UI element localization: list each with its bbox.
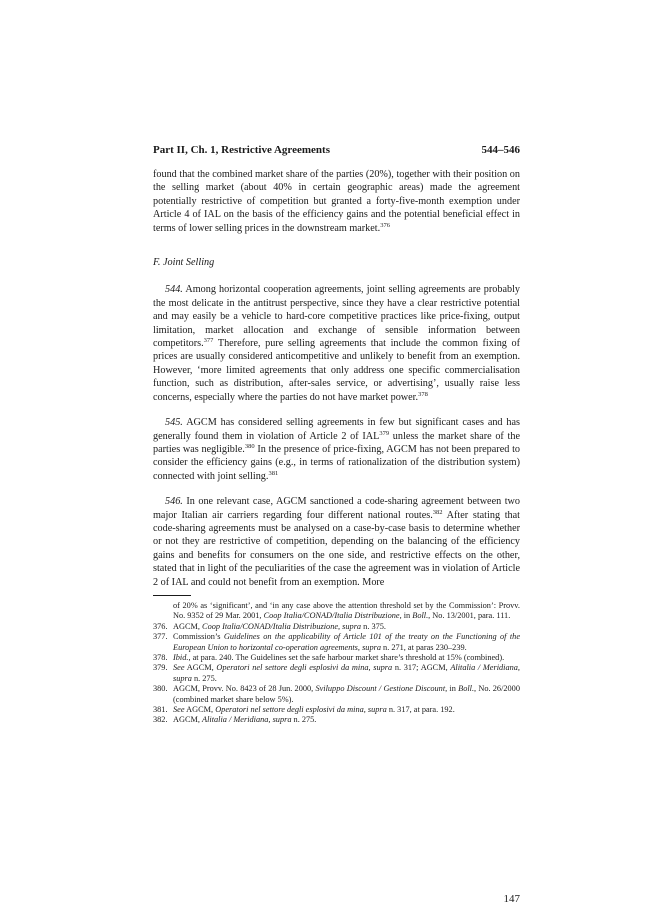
page — [153, 143, 521, 905]
footnote-377: 377. Commission’s Guidelines on the applicability of Article 101 of the treaty on the Functioning of the European Union to horizontal co-operation agreements, supra n. 271, at paras 230–239. — [153, 632, 521, 652]
footnote-379: 379. See AGCM, Operatori nel settore degli esplosivi da mina, supra n. 317; AGCM, Alitalia / Meridiana, supra n. 275. — [153, 663, 521, 683]
footnote-380: 380. AGCM, Provv. No. 8423 of 28 Jun. 2000, Sviluppo Discount / Gestione Discount, in Boll., No. 26/2000 (combined market share below 5%). — [153, 684, 520, 704]
running-header — [153, 143, 520, 157]
footnote-continuation: of 20% as ‘significant’, and ‘in any case above the attention threshold set by the Commission’: Provv. No. 9352 of 29 Mar. 2001, Coop Italia/CONAD/Italia Distribuzione, in Boll., No. 13/2001, para. 111. — [173, 600, 520, 621]
paragraph-number: 545. — [165, 417, 183, 429]
section-heading: F. Joint Selling — [153, 257, 215, 269]
footnote-378: 378. Ibid., at para. 240. The Guidelines set the safe harbour market share’s threshold at 15% (combined). — [153, 653, 505, 662]
footnote-ref-381[interactable]: 381 — [268, 469, 279, 477]
paragraph-number: 546. — [165, 496, 183, 508]
paragraph-546: 546. In one relevant case, AGCM sanctioned a code-sharing agreement between two major Italian air carriers regarding four different national routes.$^{382}$ After stating that code-sharing agreements must be analysed on a case-by-case basis to determine whether or not they are restrictive of competition, depending on the balancing of the efficiency gains and benefits for consumers on the one side, and restrictive effects on the other, stated that in light of the peculiarities of the case the agreement was in violation of Article 2 of IAL and could not benefit from an exemption. More — [153, 496, 521, 588]
footnote-376: 376. AGCM, Coop Italia/CONAD/Italia Distribuzione, supra n. 375. — [153, 621, 386, 631]
header-title: Part II, Ch. 1, Restrictive Agreements — [153, 144, 330, 156]
body-text — [153, 168, 520, 589]
paragraph-544: 544. Among horizontal cooperation agreements, joint selling agreements are probably the most delicate in the antitrust perspective, since they have a clear restrictive potential and may easily be a vehicle to hard-core competitive practices like price-fixing, output limitation, market allocation and exchange of sensible information between competitors.$^{377}$ Therefore, pure selling agreements that include the common fixing of prices are usually considered anticompetitive and unlikely to benefit from an exemption. However, ‘more limited agreements that only address one specific commercialisation function, such as distribution, after-sales service, or advertising’, usually raise less concerns, especially where the parties do not have market power.$^{378}$ — [153, 284, 520, 403]
footnote-ref-382[interactable]: 382 — [432, 508, 443, 516]
footnote-ref-377[interactable]: 377 — [203, 337, 214, 345]
header-paragraph-range: 544–546 — [481, 144, 520, 156]
page-number: 147 — [503, 893, 520, 905]
footnote-ref-380[interactable]: 380 — [244, 442, 255, 450]
footnote-ref-376[interactable]: 376 — [380, 221, 390, 229]
intro-paragraph: found that the combined market share of the parties (20%), together with their position on the selling market (about 40% in certain geographic areas) made the agreement potentially restrictive of competition but granted a forty-five-month exemption under Article 4 of IAL on the basis of the efficiency gains and the potential beneficial effect in terms of lower selling prices in the downstream market.$^{376}$ — [153, 169, 520, 234]
footnote-ref-379[interactable]: 379 — [379, 429, 390, 437]
footnote-381: 381. See AGCM, Operatori nel settore degli esplosivi da mina, supra n. 317, at para. 192. — [153, 705, 455, 715]
footnote-382: 382. AGCM, Alitalia / Meridiana, supra n. 275. — [153, 715, 317, 725]
paragraph-545: 545. AGCM has considered selling agreements in few but significant cases and has generally found them in violation of Article 2 of IAL$^{379}$ unless the market share of the parties was negligible.$^{380}$ In the presence of price-fixing, AGCM has not been prepared to consider the efficiency gains (e.g., in terms of rationalization of the distribution system) connected with joint selling.$^{381}$ — [153, 417, 521, 482]
paragraph-number: 544. — [165, 284, 183, 296]
footnotes — [153, 601, 520, 726]
footnote-divider — [153, 595, 191, 596]
footnote-ref-378[interactable]: 378 — [418, 390, 428, 398]
